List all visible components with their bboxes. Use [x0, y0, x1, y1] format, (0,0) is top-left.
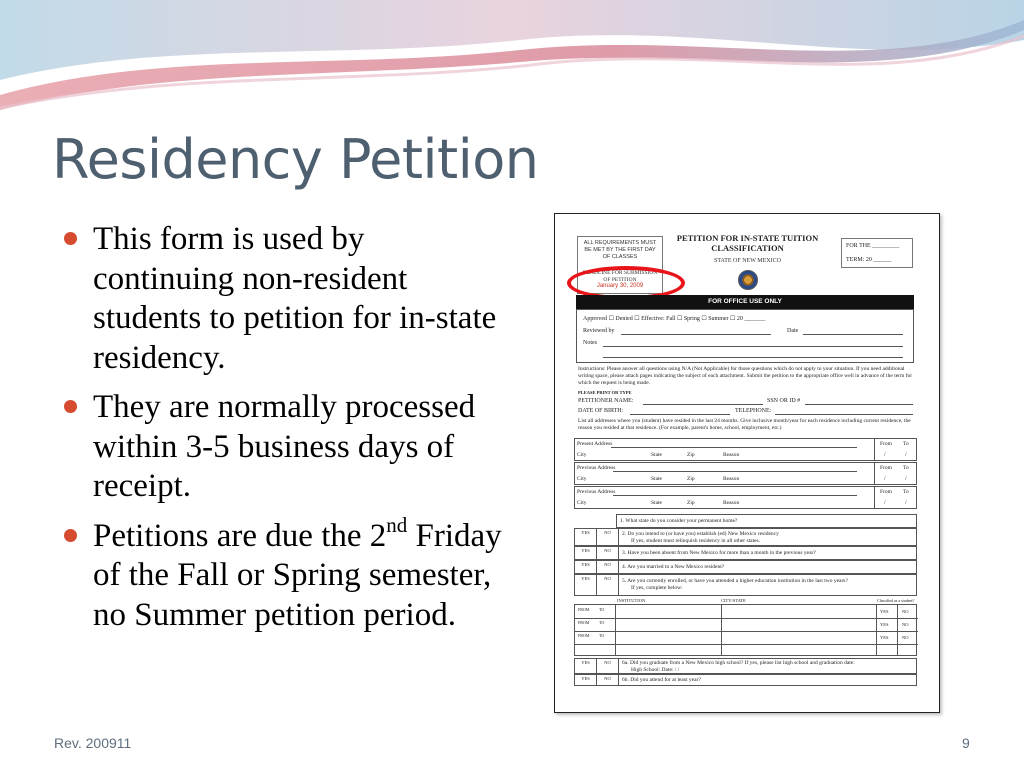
no-cell: NO [902, 635, 909, 640]
addr-reason: Reason [723, 452, 740, 458]
form-state: STATE OF NEW MEXICO [714, 258, 781, 264]
addr-state: State [651, 500, 662, 506]
question-subtext: If yes, complete below: [631, 585, 683, 591]
question-text: 1. What state do you consider your permanent home? [620, 518, 738, 524]
yes-cell: YES [575, 561, 597, 573]
slide-title: Residency Petition [52, 128, 539, 191]
question-text: 6b. Did you attend for at least year? [622, 677, 701, 683]
address-label: Previous Address [577, 489, 616, 495]
for-the-field: FOR THE _________ [846, 243, 900, 249]
telephone-label: TELEPHONE: [735, 408, 772, 414]
question-subtext: If yes, student must relinquish residency in all other states. [631, 538, 761, 544]
header-wave-decoration [0, 0, 1024, 120]
yes-cell: YES [880, 609, 889, 614]
question-row [616, 514, 917, 528]
question-subtext: High School: Date: / / [631, 667, 680, 673]
institution-table [574, 604, 917, 656]
address-note: List all addresses where you (student) have resided in the last 24 months. Give inclusive month/year for each residence including current residence, the reason you resided at that residence. (For example, parent's home, school, employment, etc.) [578, 418, 911, 431]
petitioner-name-label: PETITIONER NAME: [578, 398, 634, 404]
requirements-note: ALL REQUIREMENTS MUST BE MET BY THE FIRST DAY OF CLASSES [583, 240, 657, 260]
yes-cell: YES [880, 622, 889, 627]
addr-reason: Reason [723, 500, 740, 506]
reviewed-by-label: Reviewed by [583, 328, 615, 334]
question-text: 3. Have you been absent from New Mexico for more than a month in the previous year? [622, 550, 816, 556]
city-state-header: CITY/STATE [721, 598, 746, 603]
yes-cell: YES [575, 529, 597, 545]
office-use-box [576, 309, 914, 363]
addr-city: City [577, 452, 587, 458]
addr-city: City [577, 476, 587, 482]
yes-cell: YES [880, 635, 889, 640]
to-label: TO [599, 633, 605, 638]
addr-from: From [880, 441, 892, 447]
yes-cell: YES [575, 547, 597, 559]
no-cell: NO [597, 675, 619, 685]
addr-zip: Zip [687, 500, 695, 506]
addr-to: To [903, 465, 909, 471]
addr-from: From [880, 489, 892, 495]
form-title: PETITION FOR IN-STATE TUITION CLASSIFICATION [676, 233, 819, 253]
office-date-label: Date [787, 328, 799, 334]
bullet-text-part: Petitions are due the 2 [93, 517, 387, 554]
state-seal-icon [738, 270, 758, 290]
petition-form-image [554, 213, 940, 713]
addr-to: To [903, 489, 909, 495]
address-box: Present Address City State Zip Reason From To / / [574, 438, 917, 461]
question-text: 4. Are you married to a New Mexico resident? [622, 564, 725, 570]
address-box: Previous Address City State Zip Reason From To / / [574, 486, 917, 509]
page-number: 9 [962, 735, 970, 751]
office-use-header: FOR OFFICE USE ONLY [576, 295, 914, 309]
question-text: 5. Are you currently enrolled, or have you attended a higher education institution in the last two years? [622, 578, 848, 584]
question-row [574, 658, 917, 674]
to-label: TO [599, 607, 605, 612]
term-box [841, 238, 913, 268]
question-row [574, 560, 917, 574]
addr-state: State [651, 476, 662, 482]
no-cell: NO [597, 561, 619, 573]
classified-header: Classified as a student? [877, 598, 915, 603]
yes-cell: YES [575, 675, 597, 685]
no-cell: NO [902, 609, 909, 614]
revision-footer: Rev. 200911 [54, 735, 132, 751]
notes-label: Notes [583, 340, 597, 346]
question-text: 6a. Did you graduate from a New Mexico high school? If yes, please list high school and graduation date: [622, 660, 855, 666]
addr-from: From [880, 465, 892, 471]
from-label: FROM [578, 607, 590, 612]
bullet-item: This form is used by continuing non-resident students to petition for in-state residency. [62, 220, 502, 378]
from-label: FROM [578, 620, 590, 625]
deadline-label: DEADLINE FOR SUBMISSION OF PETITION [582, 270, 658, 283]
deadline-date: January 30, 2009 [596, 283, 644, 289]
print-note: PLEASE PRINT OR TYPE [578, 390, 632, 395]
question-text: 2. Do you intend to (or have you) establish (ed) New Mexico residency [622, 531, 779, 537]
address-label: Present Address [577, 441, 613, 447]
dob-label: DATE OF BIRTH: [578, 408, 624, 414]
no-cell: NO [597, 547, 619, 559]
addr-to: To [903, 441, 909, 447]
bullet-list [62, 220, 502, 645]
no-cell: NO [597, 575, 619, 595]
addr-zip: Zip [687, 452, 695, 458]
no-cell: NO [597, 659, 619, 673]
bullet-text-part: Friday of the Fall or Spring semester, no Summer petition period. [93, 517, 502, 633]
office-approval-row: Approved ☐ Denied ☐ Effective: Fall ☐ Spring ☐ Summer ☐ 20 _______ [583, 316, 766, 322]
addr-zip: Zip [687, 476, 695, 482]
yes-cell: YES [575, 659, 597, 673]
question-row [574, 674, 917, 686]
yes-cell: YES [575, 575, 597, 595]
ordinal-superscript: nd [386, 512, 408, 537]
address-box: Previous Address City State Zip Reason From To / / [574, 462, 917, 485]
question-row [574, 574, 917, 596]
term-field: TERM: 20 ______ [846, 257, 892, 263]
bullet-item [62, 512, 502, 636]
question-row [574, 528, 917, 546]
addr-state: State [651, 452, 662, 458]
question-row [574, 546, 917, 560]
instructions-text: Instructions: Please answer all questions using N/A (Not Applicable) for those questions which do not apply to your situation. If you need additional writing space, please attach pages indicating the subject of each attachment. Submit the petition to the appropriate office well in advance of the term for which the request is being made. [578, 366, 913, 386]
institution-header: INSTITUTION [617, 598, 646, 603]
addr-reason: Reason [723, 476, 740, 482]
to-label: TO [599, 620, 605, 625]
ssn-label: SSN OR ID # [767, 398, 801, 404]
no-cell: NO [597, 529, 619, 545]
no-cell: NO [902, 622, 909, 627]
address-label: Previous Address [577, 465, 616, 471]
bullet-item: They are normally processed within 3-5 business days of receipt. [62, 388, 502, 507]
from-label: FROM [578, 633, 590, 638]
addr-city: City [577, 500, 587, 506]
